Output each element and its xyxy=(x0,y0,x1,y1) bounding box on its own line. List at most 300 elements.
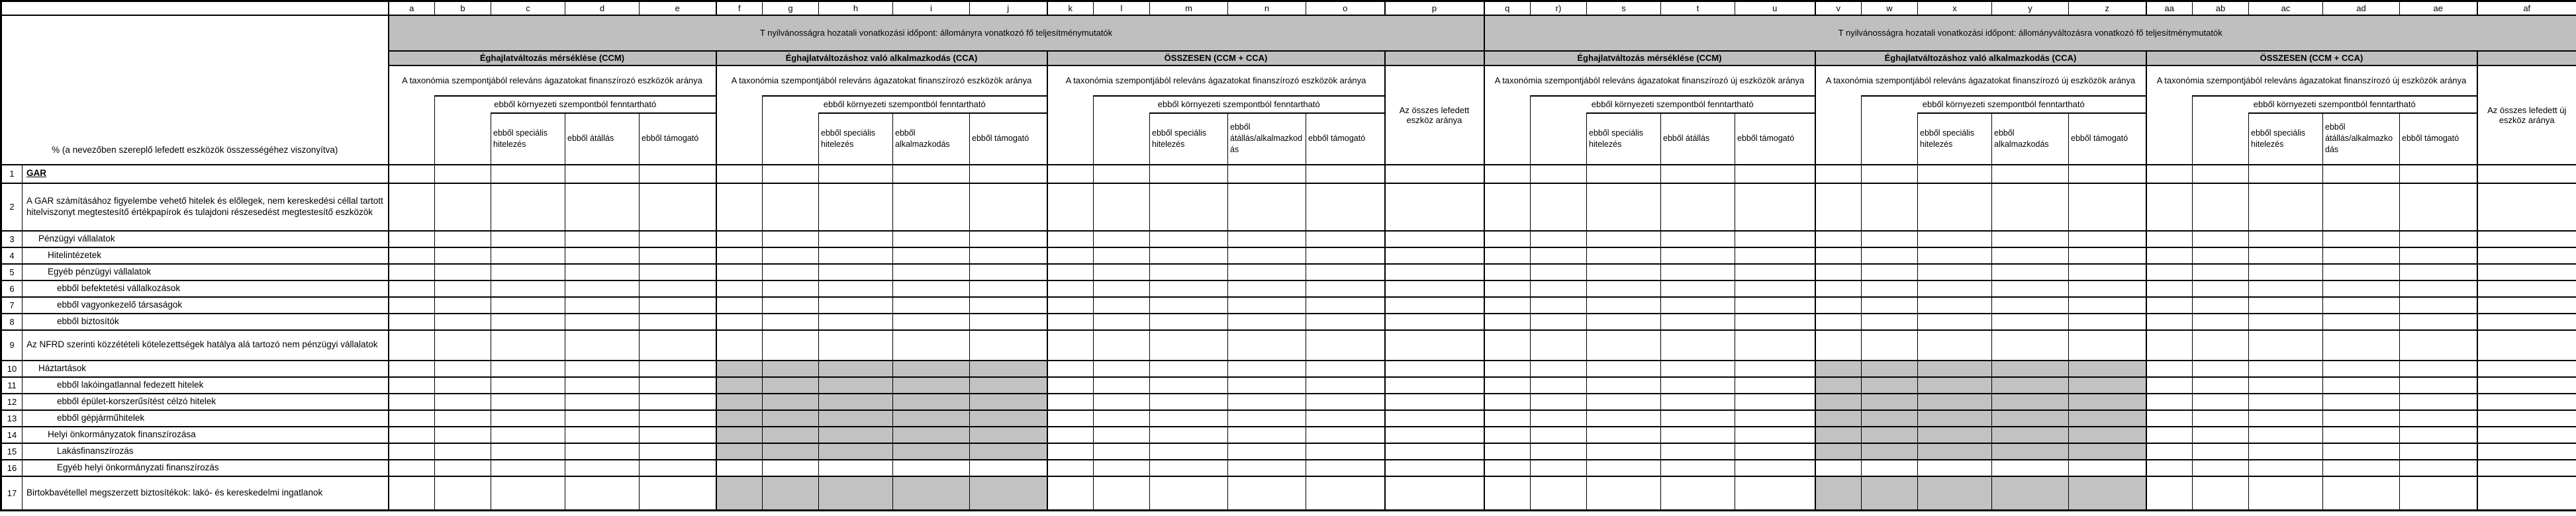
data-cell[interactable] xyxy=(1047,297,1094,314)
data-cell[interactable] xyxy=(1385,377,1484,394)
data-cell[interactable] xyxy=(1815,410,1862,427)
data-cell[interactable] xyxy=(1992,460,2069,476)
data-cell[interactable] xyxy=(2477,394,2576,410)
data-cell[interactable] xyxy=(2477,314,2576,330)
data-cell[interactable] xyxy=(1047,280,1094,297)
data-cell[interactable] xyxy=(435,280,491,297)
data-cell[interactable] xyxy=(1661,476,1735,511)
data-cell[interactable] xyxy=(1862,247,1918,264)
data-cell[interactable] xyxy=(1735,165,1815,183)
data-cell[interactable] xyxy=(893,231,970,247)
data-cell[interactable] xyxy=(716,330,763,361)
data-cell[interactable] xyxy=(819,165,893,183)
data-cell[interactable] xyxy=(1484,361,1531,377)
data-cell[interactable] xyxy=(1815,377,1862,394)
data-cell[interactable] xyxy=(819,443,893,460)
data-cell[interactable] xyxy=(1484,377,1531,394)
data-cell[interactable] xyxy=(1385,314,1484,330)
data-cell[interactable] xyxy=(1661,314,1735,330)
data-cell[interactable] xyxy=(1150,443,1228,460)
data-cell[interactable] xyxy=(2146,394,2193,410)
data-cell[interactable] xyxy=(2146,183,2193,231)
data-cell[interactable] xyxy=(1992,476,2069,511)
data-cell[interactable] xyxy=(2477,280,2576,297)
data-cell[interactable] xyxy=(2069,231,2146,247)
data-cell[interactable] xyxy=(565,264,640,280)
data-cell[interactable] xyxy=(1484,476,1531,511)
data-cell[interactable] xyxy=(389,247,435,264)
data-cell[interactable] xyxy=(2400,165,2477,183)
data-cell[interactable] xyxy=(1587,476,1661,511)
data-cell[interactable] xyxy=(716,410,763,427)
data-cell[interactable] xyxy=(389,231,435,247)
data-cell[interactable] xyxy=(893,476,970,511)
data-cell[interactable] xyxy=(1992,330,2069,361)
data-cell[interactable] xyxy=(1815,443,1862,460)
data-cell[interactable] xyxy=(2193,280,2249,297)
data-cell[interactable] xyxy=(1385,460,1484,476)
data-cell[interactable] xyxy=(1228,247,1306,264)
data-cell[interactable] xyxy=(1306,280,1385,297)
data-cell[interactable] xyxy=(435,460,491,476)
data-cell[interactable] xyxy=(1150,460,1228,476)
data-cell[interactable] xyxy=(893,427,970,443)
data-cell[interactable] xyxy=(1992,280,2069,297)
data-cell[interactable] xyxy=(565,165,640,183)
data-cell[interactable] xyxy=(2400,183,2477,231)
data-cell[interactable] xyxy=(2146,247,2193,264)
data-cell[interactable] xyxy=(1992,183,2069,231)
data-cell[interactable] xyxy=(2069,427,2146,443)
data-cell[interactable] xyxy=(1587,427,1661,443)
data-cell[interactable] xyxy=(435,183,491,231)
data-cell[interactable] xyxy=(1094,377,1150,394)
data-cell[interactable] xyxy=(389,427,435,443)
data-cell[interactable] xyxy=(1918,427,1992,443)
data-cell[interactable] xyxy=(1531,280,1587,297)
data-cell[interactable] xyxy=(1306,361,1385,377)
data-cell[interactable] xyxy=(1531,460,1587,476)
data-cell[interactable] xyxy=(1661,443,1735,460)
data-cell[interactable] xyxy=(1385,280,1484,297)
data-cell[interactable] xyxy=(1992,427,2069,443)
data-cell[interactable] xyxy=(1228,410,1306,427)
data-cell[interactable] xyxy=(1484,165,1531,183)
data-cell[interactable] xyxy=(1815,427,1862,443)
data-cell[interactable] xyxy=(1531,165,1587,183)
data-cell[interactable] xyxy=(1735,314,1815,330)
data-cell[interactable] xyxy=(2193,264,2249,280)
data-cell[interactable] xyxy=(763,394,819,410)
data-cell[interactable] xyxy=(1484,460,1531,476)
data-cell[interactable] xyxy=(389,264,435,280)
data-cell[interactable] xyxy=(2193,377,2249,394)
data-cell[interactable] xyxy=(1918,165,1992,183)
data-cell[interactable] xyxy=(565,443,640,460)
data-cell[interactable] xyxy=(1047,361,1094,377)
data-cell[interactable] xyxy=(2323,443,2400,460)
data-cell[interactable] xyxy=(1918,231,1992,247)
data-cell[interactable] xyxy=(819,476,893,511)
data-cell[interactable] xyxy=(2146,264,2193,280)
data-cell[interactable] xyxy=(1094,460,1150,476)
data-cell[interactable] xyxy=(893,297,970,314)
data-cell[interactable] xyxy=(2477,183,2576,231)
data-cell[interactable] xyxy=(893,165,970,183)
data-cell[interactable] xyxy=(1531,410,1587,427)
data-cell[interactable] xyxy=(1735,377,1815,394)
data-cell[interactable] xyxy=(1385,297,1484,314)
data-cell[interactable] xyxy=(491,330,565,361)
data-cell[interactable] xyxy=(1862,427,1918,443)
data-cell[interactable] xyxy=(1306,460,1385,476)
data-cell[interactable] xyxy=(491,247,565,264)
data-cell[interactable] xyxy=(1735,361,1815,377)
data-cell[interactable] xyxy=(2249,280,2323,297)
data-cell[interactable] xyxy=(565,297,640,314)
data-cell[interactable] xyxy=(819,264,893,280)
data-cell[interactable] xyxy=(2249,247,2323,264)
data-cell[interactable] xyxy=(1815,264,1862,280)
data-cell[interactable] xyxy=(491,314,565,330)
data-cell[interactable] xyxy=(716,460,763,476)
data-cell[interactable] xyxy=(1150,394,1228,410)
data-cell[interactable] xyxy=(1306,165,1385,183)
data-cell[interactable] xyxy=(2069,247,2146,264)
data-cell[interactable] xyxy=(1306,264,1385,280)
data-cell[interactable] xyxy=(1862,443,1918,460)
data-cell[interactable] xyxy=(893,314,970,330)
data-cell[interactable] xyxy=(2193,427,2249,443)
data-cell[interactable] xyxy=(2249,427,2323,443)
data-cell[interactable] xyxy=(1862,460,1918,476)
data-cell[interactable] xyxy=(1815,280,1862,297)
data-cell[interactable] xyxy=(2146,410,2193,427)
data-cell[interactable] xyxy=(1228,460,1306,476)
data-cell[interactable] xyxy=(1094,476,1150,511)
data-cell[interactable] xyxy=(640,231,716,247)
data-cell[interactable] xyxy=(1815,231,1862,247)
data-cell[interactable] xyxy=(491,427,565,443)
data-cell[interactable] xyxy=(1484,183,1531,231)
data-cell[interactable] xyxy=(1484,410,1531,427)
data-cell[interactable] xyxy=(1862,361,1918,377)
data-cell[interactable] xyxy=(1385,165,1484,183)
data-cell[interactable] xyxy=(1862,377,1918,394)
data-cell[interactable] xyxy=(2323,410,2400,427)
data-cell[interactable] xyxy=(819,280,893,297)
data-cell[interactable] xyxy=(2069,264,2146,280)
data-cell[interactable] xyxy=(2477,165,2576,183)
data-cell[interactable] xyxy=(1735,231,1815,247)
data-cell[interactable] xyxy=(763,183,819,231)
data-cell[interactable] xyxy=(2249,314,2323,330)
data-cell[interactable] xyxy=(1735,394,1815,410)
data-cell[interactable] xyxy=(389,297,435,314)
data-cell[interactable] xyxy=(1385,264,1484,280)
data-cell[interactable] xyxy=(2069,183,2146,231)
data-cell[interactable] xyxy=(1228,443,1306,460)
data-cell[interactable] xyxy=(1150,476,1228,511)
data-cell[interactable] xyxy=(2323,476,2400,511)
data-cell[interactable] xyxy=(819,361,893,377)
data-cell[interactable] xyxy=(565,410,640,427)
data-cell[interactable] xyxy=(1815,314,1862,330)
data-cell[interactable] xyxy=(1385,330,1484,361)
data-cell[interactable] xyxy=(763,314,819,330)
data-cell[interactable] xyxy=(1862,394,1918,410)
data-cell[interactable] xyxy=(1531,231,1587,247)
data-cell[interactable] xyxy=(1484,314,1531,330)
data-cell[interactable] xyxy=(1918,394,1992,410)
data-cell[interactable] xyxy=(1484,297,1531,314)
data-cell[interactable] xyxy=(1385,476,1484,511)
data-cell[interactable] xyxy=(435,361,491,377)
data-cell[interactable] xyxy=(2400,231,2477,247)
data-cell[interactable] xyxy=(2146,443,2193,460)
data-cell[interactable] xyxy=(2477,460,2576,476)
data-cell[interactable] xyxy=(1992,361,2069,377)
data-cell[interactable] xyxy=(1992,264,2069,280)
data-cell[interactable] xyxy=(716,183,763,231)
data-cell[interactable] xyxy=(435,247,491,264)
data-cell[interactable] xyxy=(2193,476,2249,511)
data-cell[interactable] xyxy=(1815,394,1862,410)
data-cell[interactable] xyxy=(763,460,819,476)
data-cell[interactable] xyxy=(2477,410,2576,427)
data-cell[interactable] xyxy=(1531,247,1587,264)
data-cell[interactable] xyxy=(2477,264,2576,280)
data-cell[interactable] xyxy=(1094,264,1150,280)
data-cell[interactable] xyxy=(2249,183,2323,231)
data-cell[interactable] xyxy=(763,330,819,361)
data-cell[interactable] xyxy=(716,443,763,460)
data-cell[interactable] xyxy=(2146,476,2193,511)
data-cell[interactable] xyxy=(2323,247,2400,264)
data-cell[interactable] xyxy=(819,410,893,427)
data-cell[interactable] xyxy=(763,264,819,280)
data-cell[interactable] xyxy=(1094,297,1150,314)
data-cell[interactable] xyxy=(1992,247,2069,264)
data-cell[interactable] xyxy=(1862,314,1918,330)
data-cell[interactable] xyxy=(2146,361,2193,377)
data-cell[interactable] xyxy=(970,361,1047,377)
data-cell[interactable] xyxy=(640,314,716,330)
data-cell[interactable] xyxy=(1094,231,1150,247)
data-cell[interactable] xyxy=(1661,377,1735,394)
data-cell[interactable] xyxy=(435,377,491,394)
data-cell[interactable] xyxy=(1385,361,1484,377)
data-cell[interactable] xyxy=(819,314,893,330)
data-cell[interactable] xyxy=(1992,394,2069,410)
data-cell[interactable] xyxy=(1306,476,1385,511)
data-cell[interactable] xyxy=(565,476,640,511)
data-cell[interactable] xyxy=(435,476,491,511)
data-cell[interactable] xyxy=(2323,377,2400,394)
data-cell[interactable] xyxy=(2400,247,2477,264)
data-cell[interactable] xyxy=(1150,165,1228,183)
data-cell[interactable] xyxy=(1150,410,1228,427)
data-cell[interactable] xyxy=(1385,247,1484,264)
data-cell[interactable] xyxy=(1228,280,1306,297)
data-cell[interactable] xyxy=(893,410,970,427)
data-cell[interactable] xyxy=(1531,361,1587,377)
data-cell[interactable] xyxy=(640,297,716,314)
data-cell[interactable] xyxy=(2323,264,2400,280)
data-cell[interactable] xyxy=(2069,280,2146,297)
data-cell[interactable] xyxy=(1918,460,1992,476)
data-cell[interactable] xyxy=(2249,443,2323,460)
data-cell[interactable] xyxy=(1047,165,1094,183)
data-cell[interactable] xyxy=(2400,476,2477,511)
data-cell[interactable] xyxy=(1862,264,1918,280)
data-cell[interactable] xyxy=(1661,394,1735,410)
data-cell[interactable] xyxy=(1587,443,1661,460)
data-cell[interactable] xyxy=(1587,165,1661,183)
data-cell[interactable] xyxy=(1735,476,1815,511)
data-cell[interactable] xyxy=(1815,247,1862,264)
data-cell[interactable] xyxy=(970,297,1047,314)
data-cell[interactable] xyxy=(1306,410,1385,427)
data-cell[interactable] xyxy=(2193,330,2249,361)
data-cell[interactable] xyxy=(1306,330,1385,361)
data-cell[interactable] xyxy=(1150,314,1228,330)
data-cell[interactable] xyxy=(640,410,716,427)
data-cell[interactable] xyxy=(640,330,716,361)
data-cell[interactable] xyxy=(1047,443,1094,460)
data-cell[interactable] xyxy=(2249,165,2323,183)
data-cell[interactable] xyxy=(970,231,1047,247)
data-cell[interactable] xyxy=(1385,183,1484,231)
data-cell[interactable] xyxy=(2323,297,2400,314)
data-cell[interactable] xyxy=(2400,377,2477,394)
data-cell[interactable] xyxy=(893,183,970,231)
data-cell[interactable] xyxy=(819,377,893,394)
data-cell[interactable] xyxy=(2146,297,2193,314)
data-cell[interactable] xyxy=(435,443,491,460)
data-cell[interactable] xyxy=(1587,330,1661,361)
data-cell[interactable] xyxy=(2400,460,2477,476)
data-cell[interactable] xyxy=(2400,280,2477,297)
data-cell[interactable] xyxy=(1228,183,1306,231)
data-cell[interactable] xyxy=(1306,314,1385,330)
data-cell[interactable] xyxy=(1047,427,1094,443)
data-cell[interactable] xyxy=(389,476,435,511)
data-cell[interactable] xyxy=(893,247,970,264)
data-cell[interactable] xyxy=(819,247,893,264)
data-cell[interactable] xyxy=(1587,280,1661,297)
data-cell[interactable] xyxy=(491,231,565,247)
data-cell[interactable] xyxy=(2323,427,2400,443)
data-cell[interactable] xyxy=(819,460,893,476)
data-cell[interactable] xyxy=(389,165,435,183)
data-cell[interactable] xyxy=(1862,280,1918,297)
data-cell[interactable] xyxy=(2069,394,2146,410)
data-cell[interactable] xyxy=(1735,410,1815,427)
data-cell[interactable] xyxy=(389,394,435,410)
data-cell[interactable] xyxy=(970,394,1047,410)
data-cell[interactable] xyxy=(565,427,640,443)
data-cell[interactable] xyxy=(819,394,893,410)
data-cell[interactable] xyxy=(1385,394,1484,410)
data-cell[interactable] xyxy=(2400,410,2477,427)
data-cell[interactable] xyxy=(716,297,763,314)
data-cell[interactable] xyxy=(1815,476,1862,511)
data-cell[interactable] xyxy=(970,264,1047,280)
data-cell[interactable] xyxy=(1228,394,1306,410)
data-cell[interactable] xyxy=(1228,377,1306,394)
data-cell[interactable] xyxy=(2400,361,2477,377)
data-cell[interactable] xyxy=(1228,361,1306,377)
data-cell[interactable] xyxy=(1531,377,1587,394)
data-cell[interactable] xyxy=(1150,183,1228,231)
data-cell[interactable] xyxy=(1306,231,1385,247)
data-cell[interactable] xyxy=(640,476,716,511)
data-cell[interactable] xyxy=(1094,183,1150,231)
data-cell[interactable] xyxy=(1661,183,1735,231)
data-cell[interactable] xyxy=(640,280,716,297)
data-cell[interactable] xyxy=(1094,394,1150,410)
data-cell[interactable] xyxy=(640,460,716,476)
data-cell[interactable] xyxy=(1992,314,2069,330)
data-cell[interactable] xyxy=(1228,330,1306,361)
data-cell[interactable] xyxy=(435,410,491,427)
data-cell[interactable] xyxy=(1094,165,1150,183)
data-cell[interactable] xyxy=(1385,410,1484,427)
data-cell[interactable] xyxy=(1531,443,1587,460)
data-cell[interactable] xyxy=(2069,165,2146,183)
data-cell[interactable] xyxy=(1531,183,1587,231)
data-cell[interactable] xyxy=(1531,476,1587,511)
data-cell[interactable] xyxy=(1094,443,1150,460)
data-cell[interactable] xyxy=(1531,394,1587,410)
data-cell[interactable] xyxy=(970,314,1047,330)
data-cell[interactable] xyxy=(893,361,970,377)
data-cell[interactable] xyxy=(2193,410,2249,427)
data-cell[interactable] xyxy=(1228,476,1306,511)
data-cell[interactable] xyxy=(1661,330,1735,361)
data-cell[interactable] xyxy=(1735,443,1815,460)
data-cell[interactable] xyxy=(2193,460,2249,476)
data-cell[interactable] xyxy=(1918,314,1992,330)
data-cell[interactable] xyxy=(1094,361,1150,377)
data-cell[interactable] xyxy=(2477,361,2576,377)
data-cell[interactable] xyxy=(1150,361,1228,377)
data-cell[interactable] xyxy=(2069,361,2146,377)
data-cell[interactable] xyxy=(970,183,1047,231)
data-cell[interactable] xyxy=(491,460,565,476)
data-cell[interactable] xyxy=(1306,183,1385,231)
data-cell[interactable] xyxy=(389,330,435,361)
data-cell[interactable] xyxy=(2069,314,2146,330)
data-cell[interactable] xyxy=(970,280,1047,297)
data-cell[interactable] xyxy=(893,394,970,410)
data-cell[interactable] xyxy=(389,443,435,460)
data-cell[interactable] xyxy=(2193,165,2249,183)
data-cell[interactable] xyxy=(716,314,763,330)
data-cell[interactable] xyxy=(1918,361,1992,377)
data-cell[interactable] xyxy=(389,410,435,427)
data-cell[interactable] xyxy=(435,264,491,280)
data-cell[interactable] xyxy=(1228,314,1306,330)
data-cell[interactable] xyxy=(1992,443,2069,460)
data-cell[interactable] xyxy=(1587,377,1661,394)
data-cell[interactable] xyxy=(389,280,435,297)
data-cell[interactable] xyxy=(2477,247,2576,264)
data-cell[interactable] xyxy=(1047,460,1094,476)
data-cell[interactable] xyxy=(819,330,893,361)
data-cell[interactable] xyxy=(640,361,716,377)
